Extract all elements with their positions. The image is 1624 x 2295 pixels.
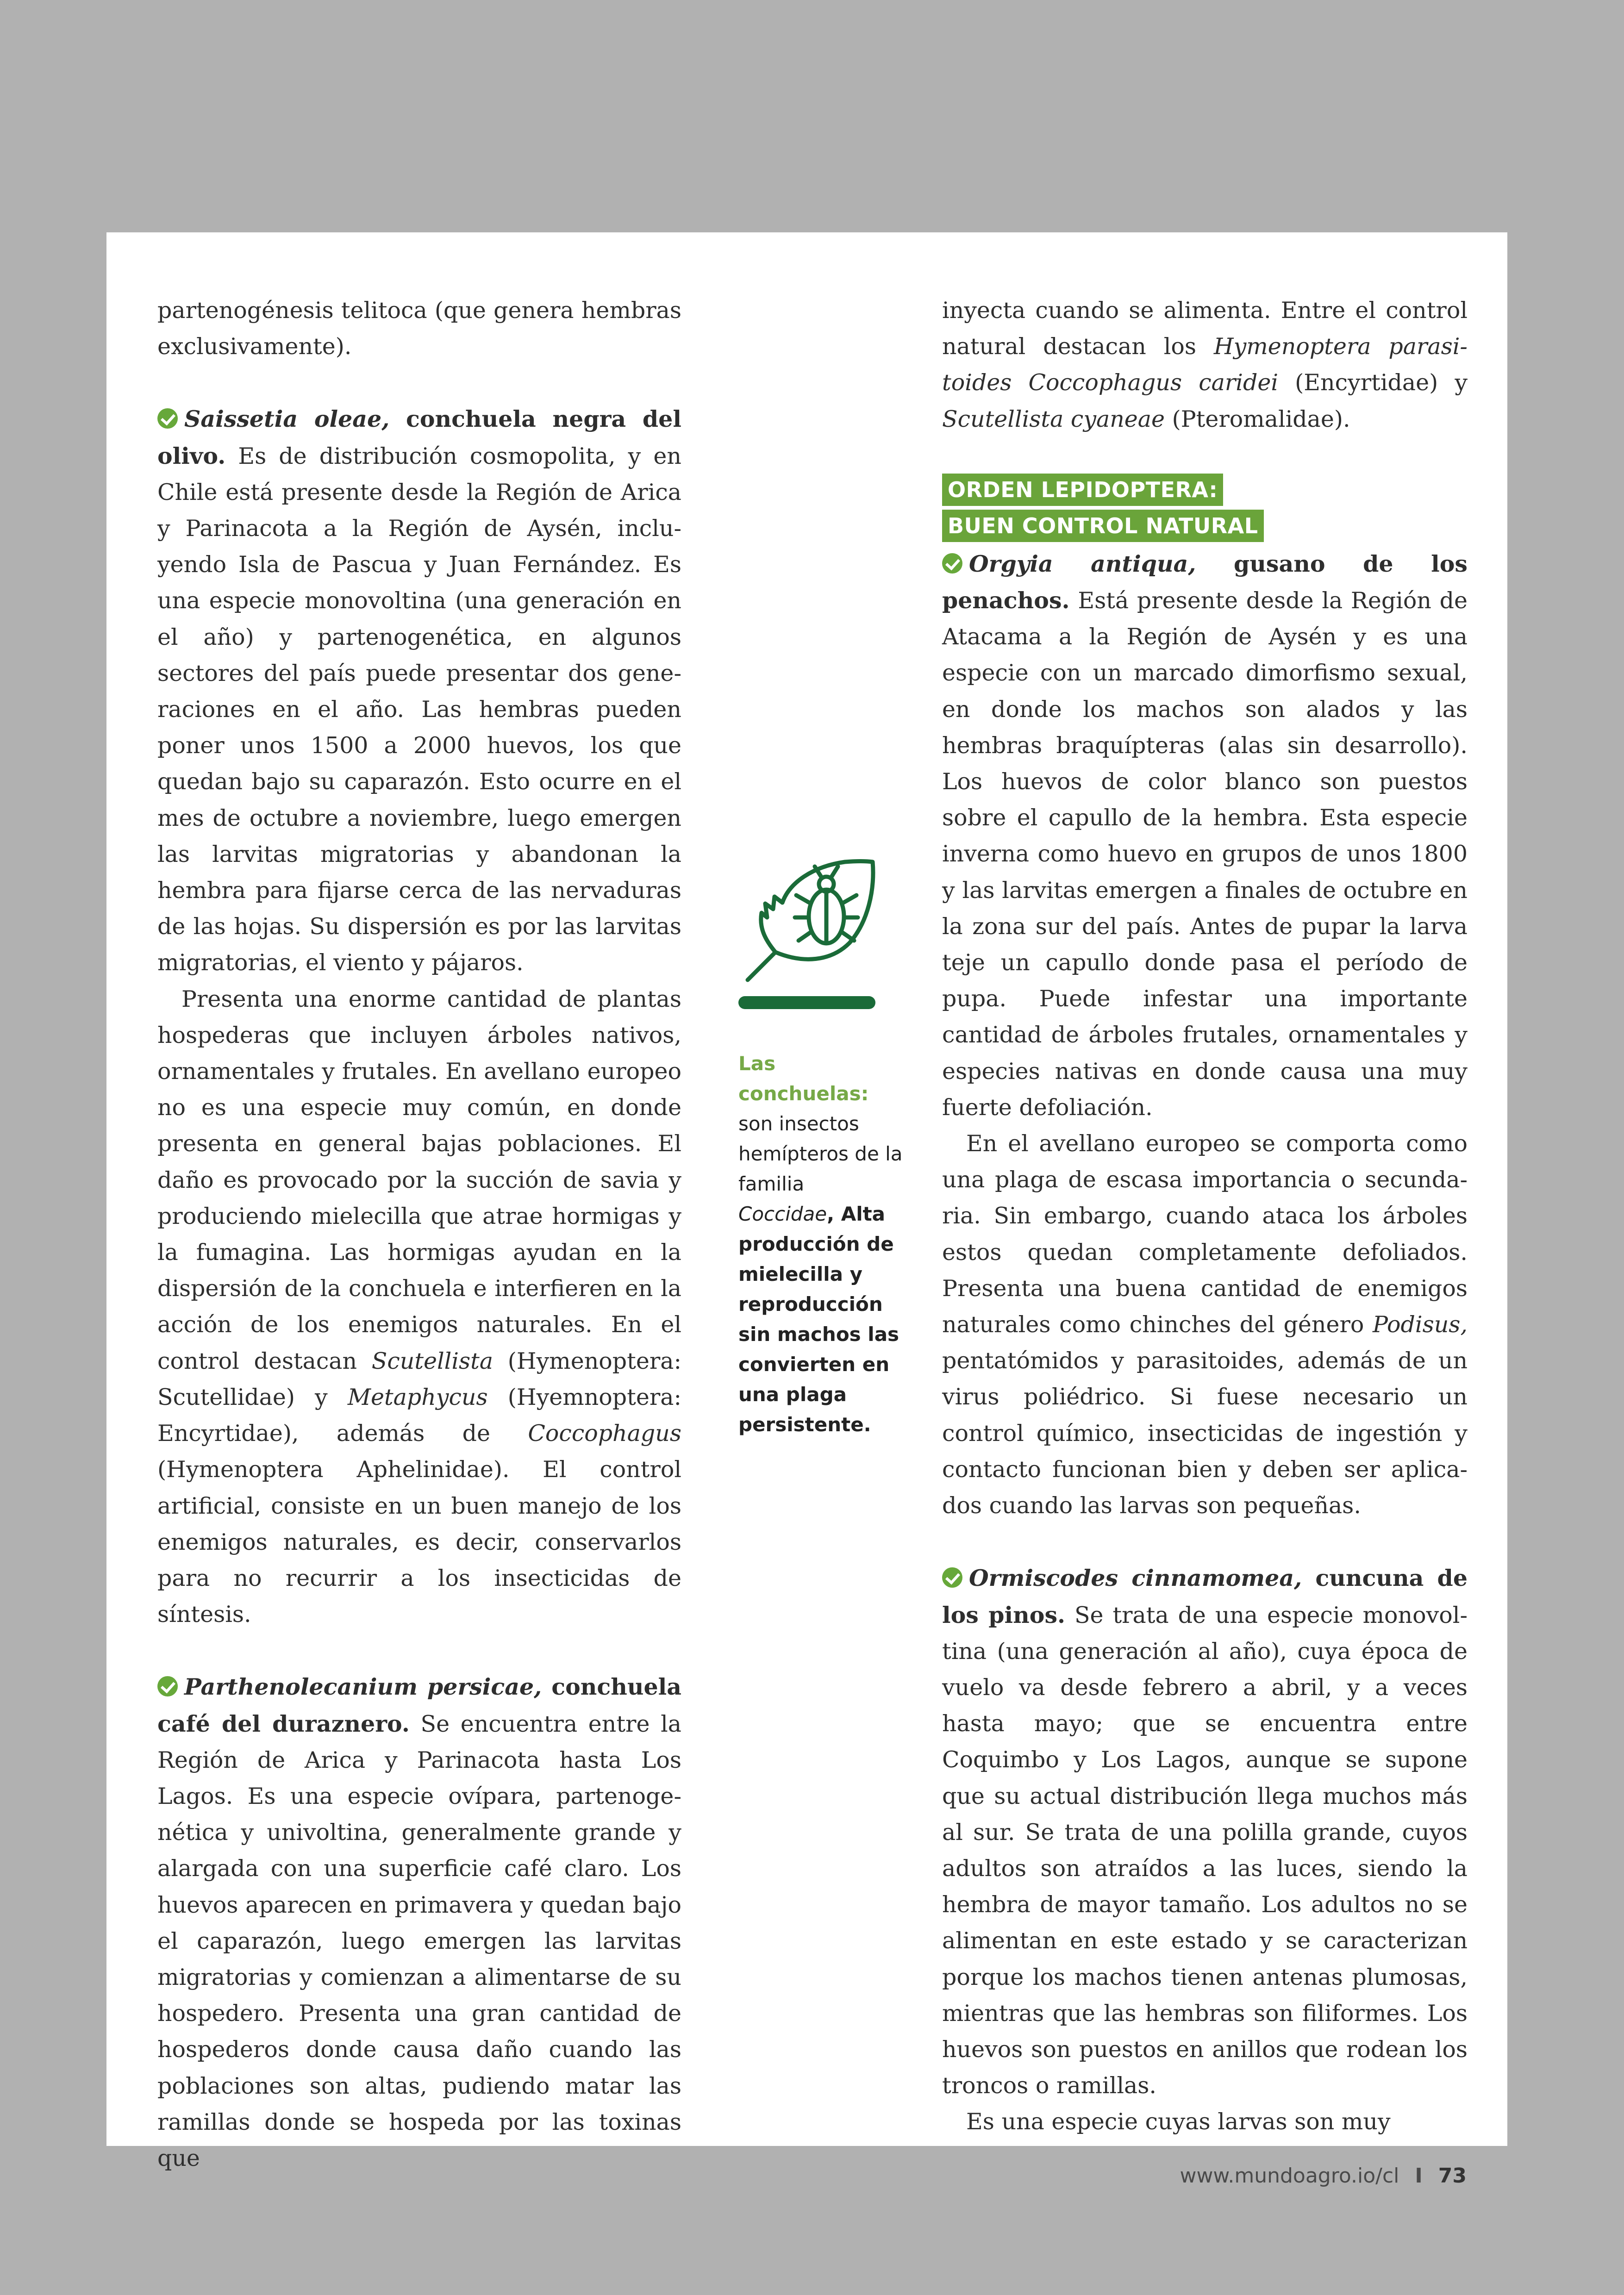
species-title: Orgyia antiqua, gusano de los penachos. — [942, 550, 1468, 614]
paragraph: Presenta una enorme cantidad de plantas hospederas que incluyen árboles nativos, ornamentales y frutales. En avellano europeo no es una especie muy común, en donde presenta en general bajas poblaciones. El daño es provocado por la succión de savia y produciendo mielecilla que atrae hormigas y la fumagina. Las hormigas ayudan en la dispersión de la conchuela e interfieren en la acción de los enemigos naturales. En el control destacan Scutellista (Hymenoptera: Scutellidae) y Metaphycus (Hyemnoptera: Encyrtidae), además de Coccophagus (Hymenoptera Aphelinidae). El control artificial, consiste en un buen manejo de los enemigos naturales, es decir, conservarlos para no recurrir a los insecticidas de síntesis. — [157, 985, 681, 1628]
left-column — [157, 293, 681, 2177]
species-title: Saissetia oleae, conchuela negra del olivo. — [157, 405, 681, 469]
check-circle-icon — [942, 553, 962, 574]
divider-bar — [738, 996, 875, 1009]
right-column — [942, 293, 1468, 2140]
footer-separator: I — [1415, 2164, 1423, 2188]
species-entry-ormiscodes: Ormiscodes cinnamomea, cuncuna de los pinos. Se trata de una especie monovoltina (una generación al año), cuya época de vuelo va desde febrero a abril, y a veces hasta mayo; que se encuentra entre Coquimbo y Los Lagos, aunque se supone que su actual distribución llega muchos más al sur. Se trata de una polilla grande, cuyos adultos son atraídos a las luces, siendo la hembra de mayor tamaño. Los adultos no se alimentan en este estado y se caracterizan porque los machos tienen antenas plumosas, mientras que las hembras son filiformes. Los huevos son puestos en anillos que rodean los troncos o ramillas. — [942, 1565, 1468, 2099]
paragraph: Es una especie cuyas larvas son muy — [966, 2108, 1391, 2135]
check-circle-icon — [942, 1567, 962, 1588]
sidebar-callout — [738, 848, 905, 1440]
page-number: 73 — [1438, 2164, 1467, 2188]
species-title: Parthenolecanium persicae, conchuela café del duraznero. — [157, 1673, 681, 1737]
paragraph: partenogénesis telitoca (que genera hembras exclusivamente). — [157, 297, 681, 360]
magazine-page — [106, 232, 1507, 2171]
sidebar-text: Las conchuelas: son insectos hemípteros de la familia Coccidae, Alta producción de mielecilla y reproducción sin machos las convierten en una plaga persistente. — [738, 1052, 903, 1436]
website-url: www.mundoagro.io/cl — [1180, 2164, 1399, 2188]
check-circle-icon — [157, 408, 178, 429]
species-entry-saissetia: Saissetia oleae, conchuela negra del olivo. Es de distribución cosmopolita, y en Chile está presente desde la Región de Arica y Parinacota a la Región de Aysén, incluyendo Isla de Pascua y Juan Fernández. Es una especie monovoltina (una generación en el año) y partenogenética, en algunos sectores del país puede presentar dos generaciones en el año. Las hembras pueden poner unos 1500 a 2000 huevos, los que quedan bajo su caparazón. Esto ocurre en el mes de octubre a noviembre, luego emergen las larvitas migratorias y abandonan la hembra para fijarse cerca de las nervaduras de las hojas. Su dispersión es por las larvitas migratorias, el viento y pájaros. — [157, 405, 681, 976]
species-entry-orgyia: Orgyia antiqua, gusano de los penachos. Está presente desde la Región de Atacama a la Región de Aysén y es una especie con un marcado dimorfismo sexual, en donde los machos son alados y las hembras braquípteras (alas sin desarrollo). Los huevos de color blanco son puestos sobre el capullo de la hembra. Esta especie inverna como huevo en grupos de unos 1800 y las larvitas emergen a finales de octubre en la zona sur del país. Antes de pupar la larva teje un capullo donde pasa el período de pupa. Puede infestar una importante cantidad de árboles frutales, ornamentales y especies nativas en donde causa una muy fuerte defoliación. — [942, 550, 1468, 1121]
leaf-bug-icon — [738, 848, 882, 987]
section-heading: ORDEN LEPIDOPTERA: BUEN CONTROL NATURAL — [942, 474, 1468, 546]
paragraph: En el avellano europeo se comporta como una plaga de escasa importancia o secundaria. Sin embargo, cuando ataca los árboles estos quedan completamente defoliados. Presenta una buena cantidad de enemigos naturales como chinches del género Podisus, pentatómidos y parasitoides, además de un virus poliédrico. Si fuese necesario un control químico, insecticidas de ingestión y contacto funcionan bien y deben ser aplicados cuando las larvas son pequeñas. — [942, 1130, 1468, 1519]
check-circle-icon — [157, 1676, 178, 1696]
paragraph: inyecta cuando se alimenta. Entre el control natural destacan los Hymenoptera parasitoides Coccophagus caridei (Encyrtidae) y Scutellista cyaneae (Pteromalidae). — [942, 297, 1468, 432]
page-footer — [1180, 2164, 1467, 2188]
species-entry-parthenolecanium: Parthenolecanium persicae, conchuela café del duraznero. Se encuentra entre la Región de Arica y Parinacota hasta Los Lagos. Es una especie ovípara, partenogenética y univoltina, generalmente grande y alargada con una superficie café claro. Los huevos aparecen en primavera y quedan bajo el caparazón, luego emergen las larvitas migratorias y comienzan a alimentarse de su hospedero. Presenta una gran cantidad de hospederos donde causa daño cuando las poblaciones son altas, pudiendo matar las ramillas donde se hospeda por las toxinas que — [157, 1673, 681, 2171]
species-title: Ormiscodes cinnamomea, cuncuna de los pinos. — [942, 1565, 1468, 1628]
